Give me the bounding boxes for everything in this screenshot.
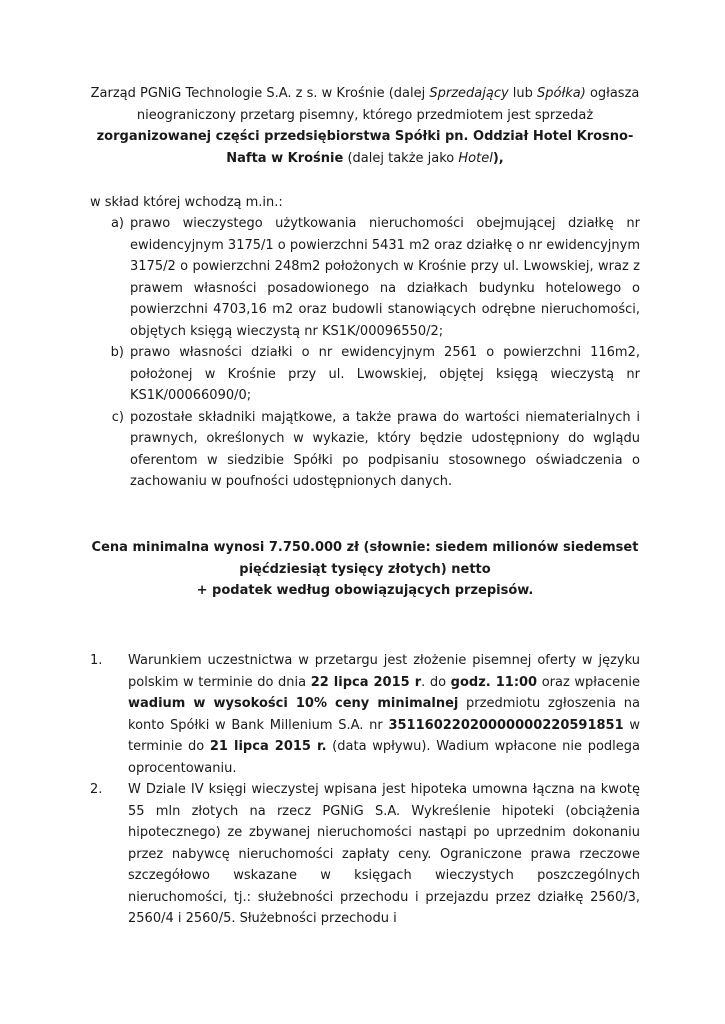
condition-number: 2.	[90, 782, 103, 797]
offer-deadline-date: 22 lipca 2015 r	[310, 674, 422, 690]
conditions-list	[90, 650, 640, 930]
condition-text-part: . do	[421, 674, 451, 690]
list-item-text: prawo własności działki o nr ewidencyjnym 2561 o powierzchni 116m2, położonej w Krośnie przy ul. Lwowskiej, objętej księgą wieczystą nr KS1K/00066090/0;	[130, 345, 640, 403]
intro-seller-term: Sprzedający	[429, 86, 509, 101]
intro-text-2: lub	[508, 86, 538, 101]
minimum-price	[90, 537, 640, 602]
price-line-2: pięćdziesiąt tysięcy złotych) netto	[239, 561, 491, 577]
price-line-1: Cena minimalna wynosi 7.750.000 zł (słownie: siedem milionów siedemset	[91, 540, 639, 555]
condition-text-part: przedmiotu zgłoszenia na konto Spółki w Bank Millenium S.A. nr	[128, 696, 640, 733]
deposit-deadline-date: 21 lipca 2015 r.	[209, 739, 327, 754]
condition-text	[128, 650, 640, 779]
condition-text-part: w terminie do	[128, 717, 641, 754]
intro-paragraph	[90, 83, 640, 169]
price-line-3: + podatek według obowiązujących przepisów.	[196, 583, 534, 598]
condition-item	[90, 779, 640, 930]
condition-text-part: Warunkiem uczestnictwa w przetargu jest złożenie pisemnej oferty w języku polskim w terminie do dnia	[128, 653, 640, 690]
condition-item	[90, 650, 640, 779]
list-marker: a)	[110, 216, 124, 231]
condition-text-part: (data wpływu). Wadium wpłacone nie podlega oprocentowaniu.	[128, 739, 640, 776]
list-item-text: pozostałe składniki majątkowe, a także prawa do wartości niematerialnych i prawnych, określonych w wykazie, który będzie udostępniony do wglądu oferentom w siedzibie Spółki po podpisaniu stosownego oświadczenia o zachowaniu w poufności udostępnionych danych.	[130, 409, 640, 489]
condition-number: 1.	[90, 653, 103, 668]
condition-text-part: oraz wpłacenie	[537, 674, 640, 690]
composition-list	[100, 213, 640, 493]
list-marker: b)	[110, 345, 124, 360]
intro-text-5: ),	[492, 150, 504, 166]
intro-text-4: (dalej także jako	[343, 150, 459, 166]
deposit-amount: wadium w wysokości 10% ceny minimalnej	[128, 696, 459, 711]
intro-subject: zorganizowanej części przedsiębiorstwa Spółki pn. Oddział Hotel Krosno-Nafta w Krośnie	[96, 129, 634, 166]
list-item	[100, 213, 640, 342]
bank-account-number: 35116022020000000220591851	[388, 717, 624, 733]
intro-text-3: ogłasza nieograniczony przetarg pisemny, którego przedmiotem jest sprzedaż	[136, 86, 640, 123]
list-item	[100, 407, 640, 493]
list-marker: c)	[111, 409, 124, 425]
offer-deadline-time: godz. 11:00	[450, 674, 538, 690]
list-item-text: prawo wieczystego użytkowania nieruchomości obejmującej działkę nr ewidencyjnym 3175/1 o powierzchni 5431 m2 oraz działkę o nr ewidencyjnym 3175/2 o powierzchni 248m2 położonych w Krośnie przy ul. Lwowskiej, wraz z prawem własności posadowionego na działkach budynku hotelowego o powierzchni 4703,16 m2 oraz budowli stanowiących odrębne nieruchomości, objętych księgą wieczystą nr KS1K/00096550/2;	[130, 216, 640, 339]
condition-text: W Dziale IV księgi wieczystej wpisana jest hipoteka umowna łączna na kwotę 55 mln złotych na rzecz PGNiG S.A. Wykreślenie hipoteki (obciążenia hipotecznego) ze zbywanej nieruchomości nastąpi po uprzednim dokonaniu przez nabywcę nieruchomości zapłaty ceny. Ograniczone prawa rzeczowe szczegółowo wskazane w księgach wieczystych poszczególnych nieruchomości, tj.: służebności przechodu i przejazdu przez działkę 2560/3, 2560/4 i 2560/5. Służebności przechodu i	[128, 782, 640, 926]
intro-company-term: Spółka)	[537, 86, 586, 101]
intro-text-1: Zarząd PGNiG Technologie S.A. z s. w Krośnie (dalej	[90, 86, 430, 101]
list-item	[100, 342, 640, 407]
composition-label: w skład której wchodzą m.in.:	[90, 195, 283, 210]
intro-hotel-term: Hotel	[458, 150, 493, 166]
